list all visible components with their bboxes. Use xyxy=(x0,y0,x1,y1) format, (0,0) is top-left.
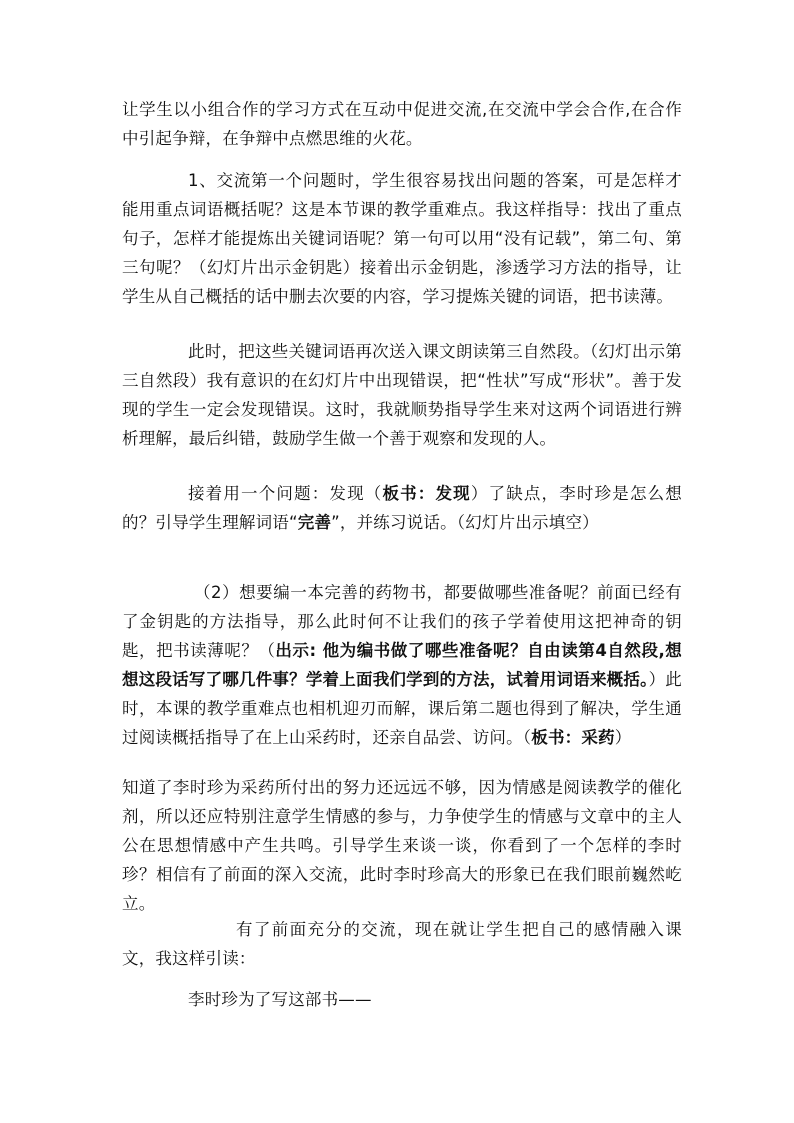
paragraph-2: 1、交流第一个问题时，学生很容易找出问题的答案，可是怎样才能用重点词语概括呢？这是本节课的教学重难点。我这样指导：找出了重点句子，怎样才能提炼出关键词语呢？第一句可以用“没有记载”，第二句、第三句呢？（幻灯片出示金钥匙）接着出示金钥匙，渗透学习方法的指导，让学生从自己概括的话中删去次要的内容，学习提炼关键的词语，把书读薄。 xyxy=(122,171,682,306)
paragraph-1: 让学生以小组合作的学习方式在互动中促进交流,在交流中学会合作,在合作中引起争辩，在争辩中点燃思维的火花。 xyxy=(122,100,682,148)
paragraph-4-text-e: ”，并练习说话。（幻灯片出示填空） xyxy=(331,513,599,532)
paragraph-4 xyxy=(122,479,682,537)
paragraph-5-text-c: ）此时，本课的教学重难点也相机迎刃而解，课后第二题也得到了解决，学生通过阅读概括指导了在上山采药时，还亲自品尝、访问。（ xyxy=(122,670,682,747)
board-note-collect-herbs: 板书：采药 xyxy=(531,728,615,747)
paragraph-5 xyxy=(122,578,682,752)
paragraph-3: 此时，把这些关键词语再次送入课文朗读第三自然段。（幻灯出示第三自然段）我有意识的在幻灯片中出现错误，把“性状”写成“形状”。善于发现的学生一定会发现错误。这时，我就顺势指导学生来对这两个词语进行辨析理解，最后纠错，鼓励学生做一个善于观察和发现的人。 xyxy=(122,342,682,448)
keyword-perfect: 完善 xyxy=(297,513,332,532)
paragraph-4-text-a: 接着用一个问题：发现（ xyxy=(188,484,383,503)
paragraph-5-text-a: （2）想要编一本完善的药物书，都要做哪些准备呢？前面已经有了金钥匙的方法指导，那么此时何不让我们的孩子学着使用这把神奇的钥匙，把书读薄呢？（ xyxy=(122,583,682,660)
paragraph-6: 知道了李时珍为采药所付出的努力还远远不够，因为情感是阅读教学的催化剂，所以还应特别注意学生情感的参与，力争使学生的情感与文章中的主人公在思想情感中产生共鸣。引导学生来谈一谈，你看到了一个怎样的李时珍？相信有了前面的深入交流，此时李时珍高大的形象已在我们眼前巍然屹立。 xyxy=(122,778,682,913)
board-note-discover: 板书：发现 xyxy=(382,484,471,503)
paragraph-4-text-c: ）了缺点，李时珍是怎么想的？引导学生理解词语“ xyxy=(122,484,682,532)
slide-prompt-bold: 出示: 他为编书做了哪些准备呢？自由读第4自然段,想想这段话写了哪几件事？学着上面我们学到的方法，试着用词语来概括。 xyxy=(122,641,682,689)
paragraph-8: 李时珍为了写这部书—— xyxy=(188,990,372,1009)
paragraph-7: 有了前面充分的交流，现在就让学生把自己的感情融入课文，我这样引读： xyxy=(122,920,682,968)
paragraph-5-text-e: ） xyxy=(614,728,632,747)
